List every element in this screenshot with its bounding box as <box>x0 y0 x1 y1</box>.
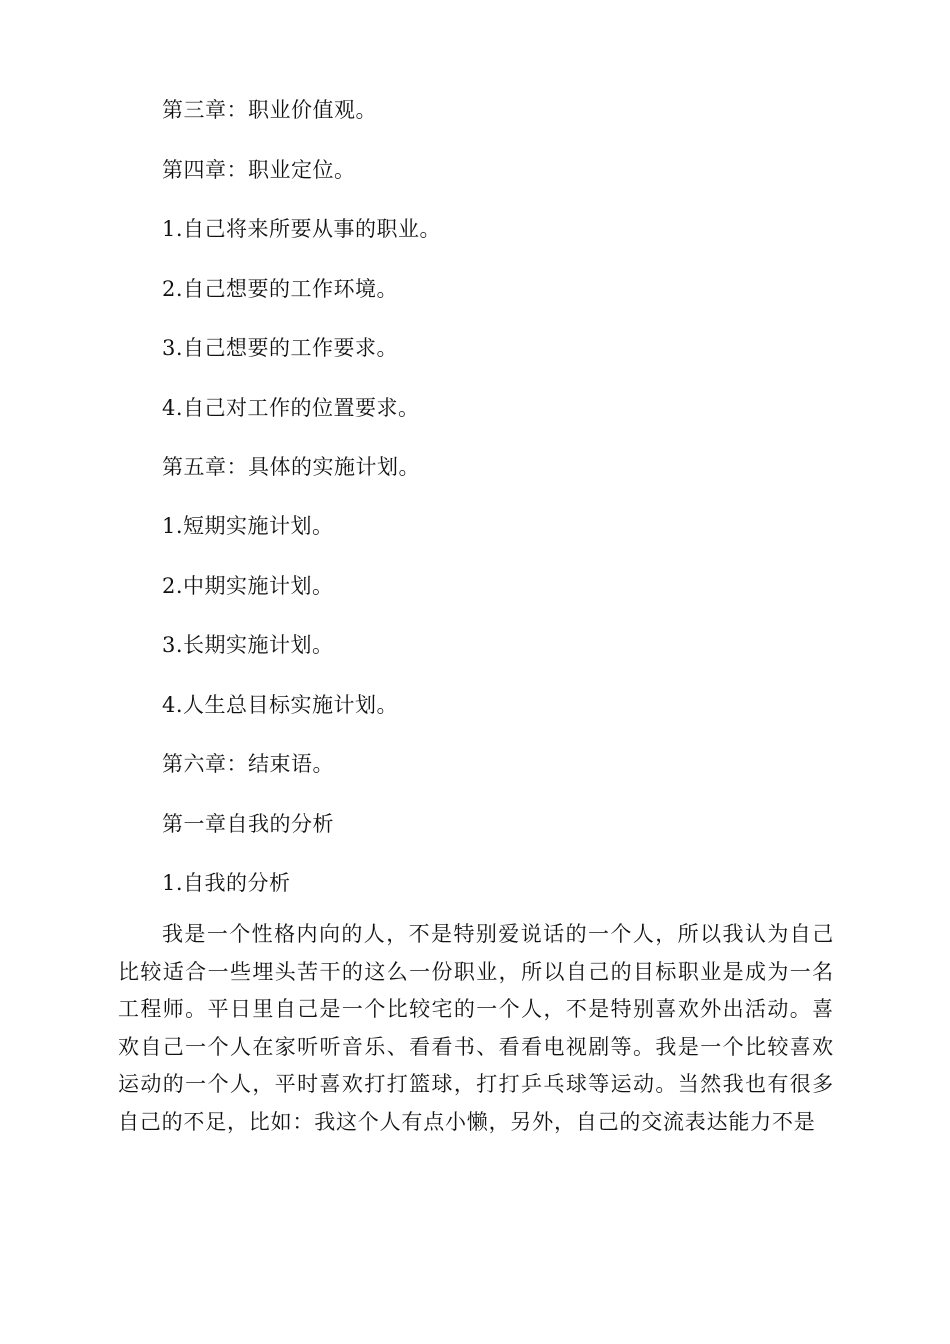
list-item: 3.长期实施计划。 <box>162 633 334 657</box>
list-item: 4.人生总目标实施计划。 <box>162 693 399 717</box>
list-item: 4.自己对工作的位置要求。 <box>162 396 420 420</box>
list-item: 3.自己想要的工作要求。 <box>162 336 399 360</box>
chapter-1-heading: 第一章自我的分析 <box>162 812 334 836</box>
list-item: 1.短期实施计划。 <box>162 514 334 538</box>
list-item: 2.自己想要的工作环境。 <box>162 277 399 301</box>
body-paragraph: 我是一个性格内向的人，不是特别爱说话的一个人，所以我认为自己比较适合一些埋头苦干的这么一份职业，所以自己的目标职业是成为一名工程师。平日里自己是一个比较宅的一个人，不是特别喜欢外出活动。喜欢自己一个人在家听听音乐、看看书、看看电视剧等。我是一个比较喜欢运动的一个人，平时喜欢打打篮球，打打乒乓球等运动。当然我也有很多自己的不足，比如：我这个人有点小懒，另外，自己的交流表达能力不是 <box>118 922 834 1134</box>
chapter-5-heading: 第五章：具体的实施计划。 <box>162 455 420 479</box>
section-heading: 1.自我的分析 <box>162 871 291 895</box>
list-item: 1.自己将来所要从事的职业。 <box>162 217 442 241</box>
list-item: 2.中期实施计划。 <box>162 574 334 598</box>
chapter-6-heading: 第六章：结束语。 <box>162 752 334 776</box>
chapter-3-heading: 第三章：职业价值观。 <box>162 98 377 122</box>
chapter-4-heading: 第四章：职业定位。 <box>162 158 356 182</box>
